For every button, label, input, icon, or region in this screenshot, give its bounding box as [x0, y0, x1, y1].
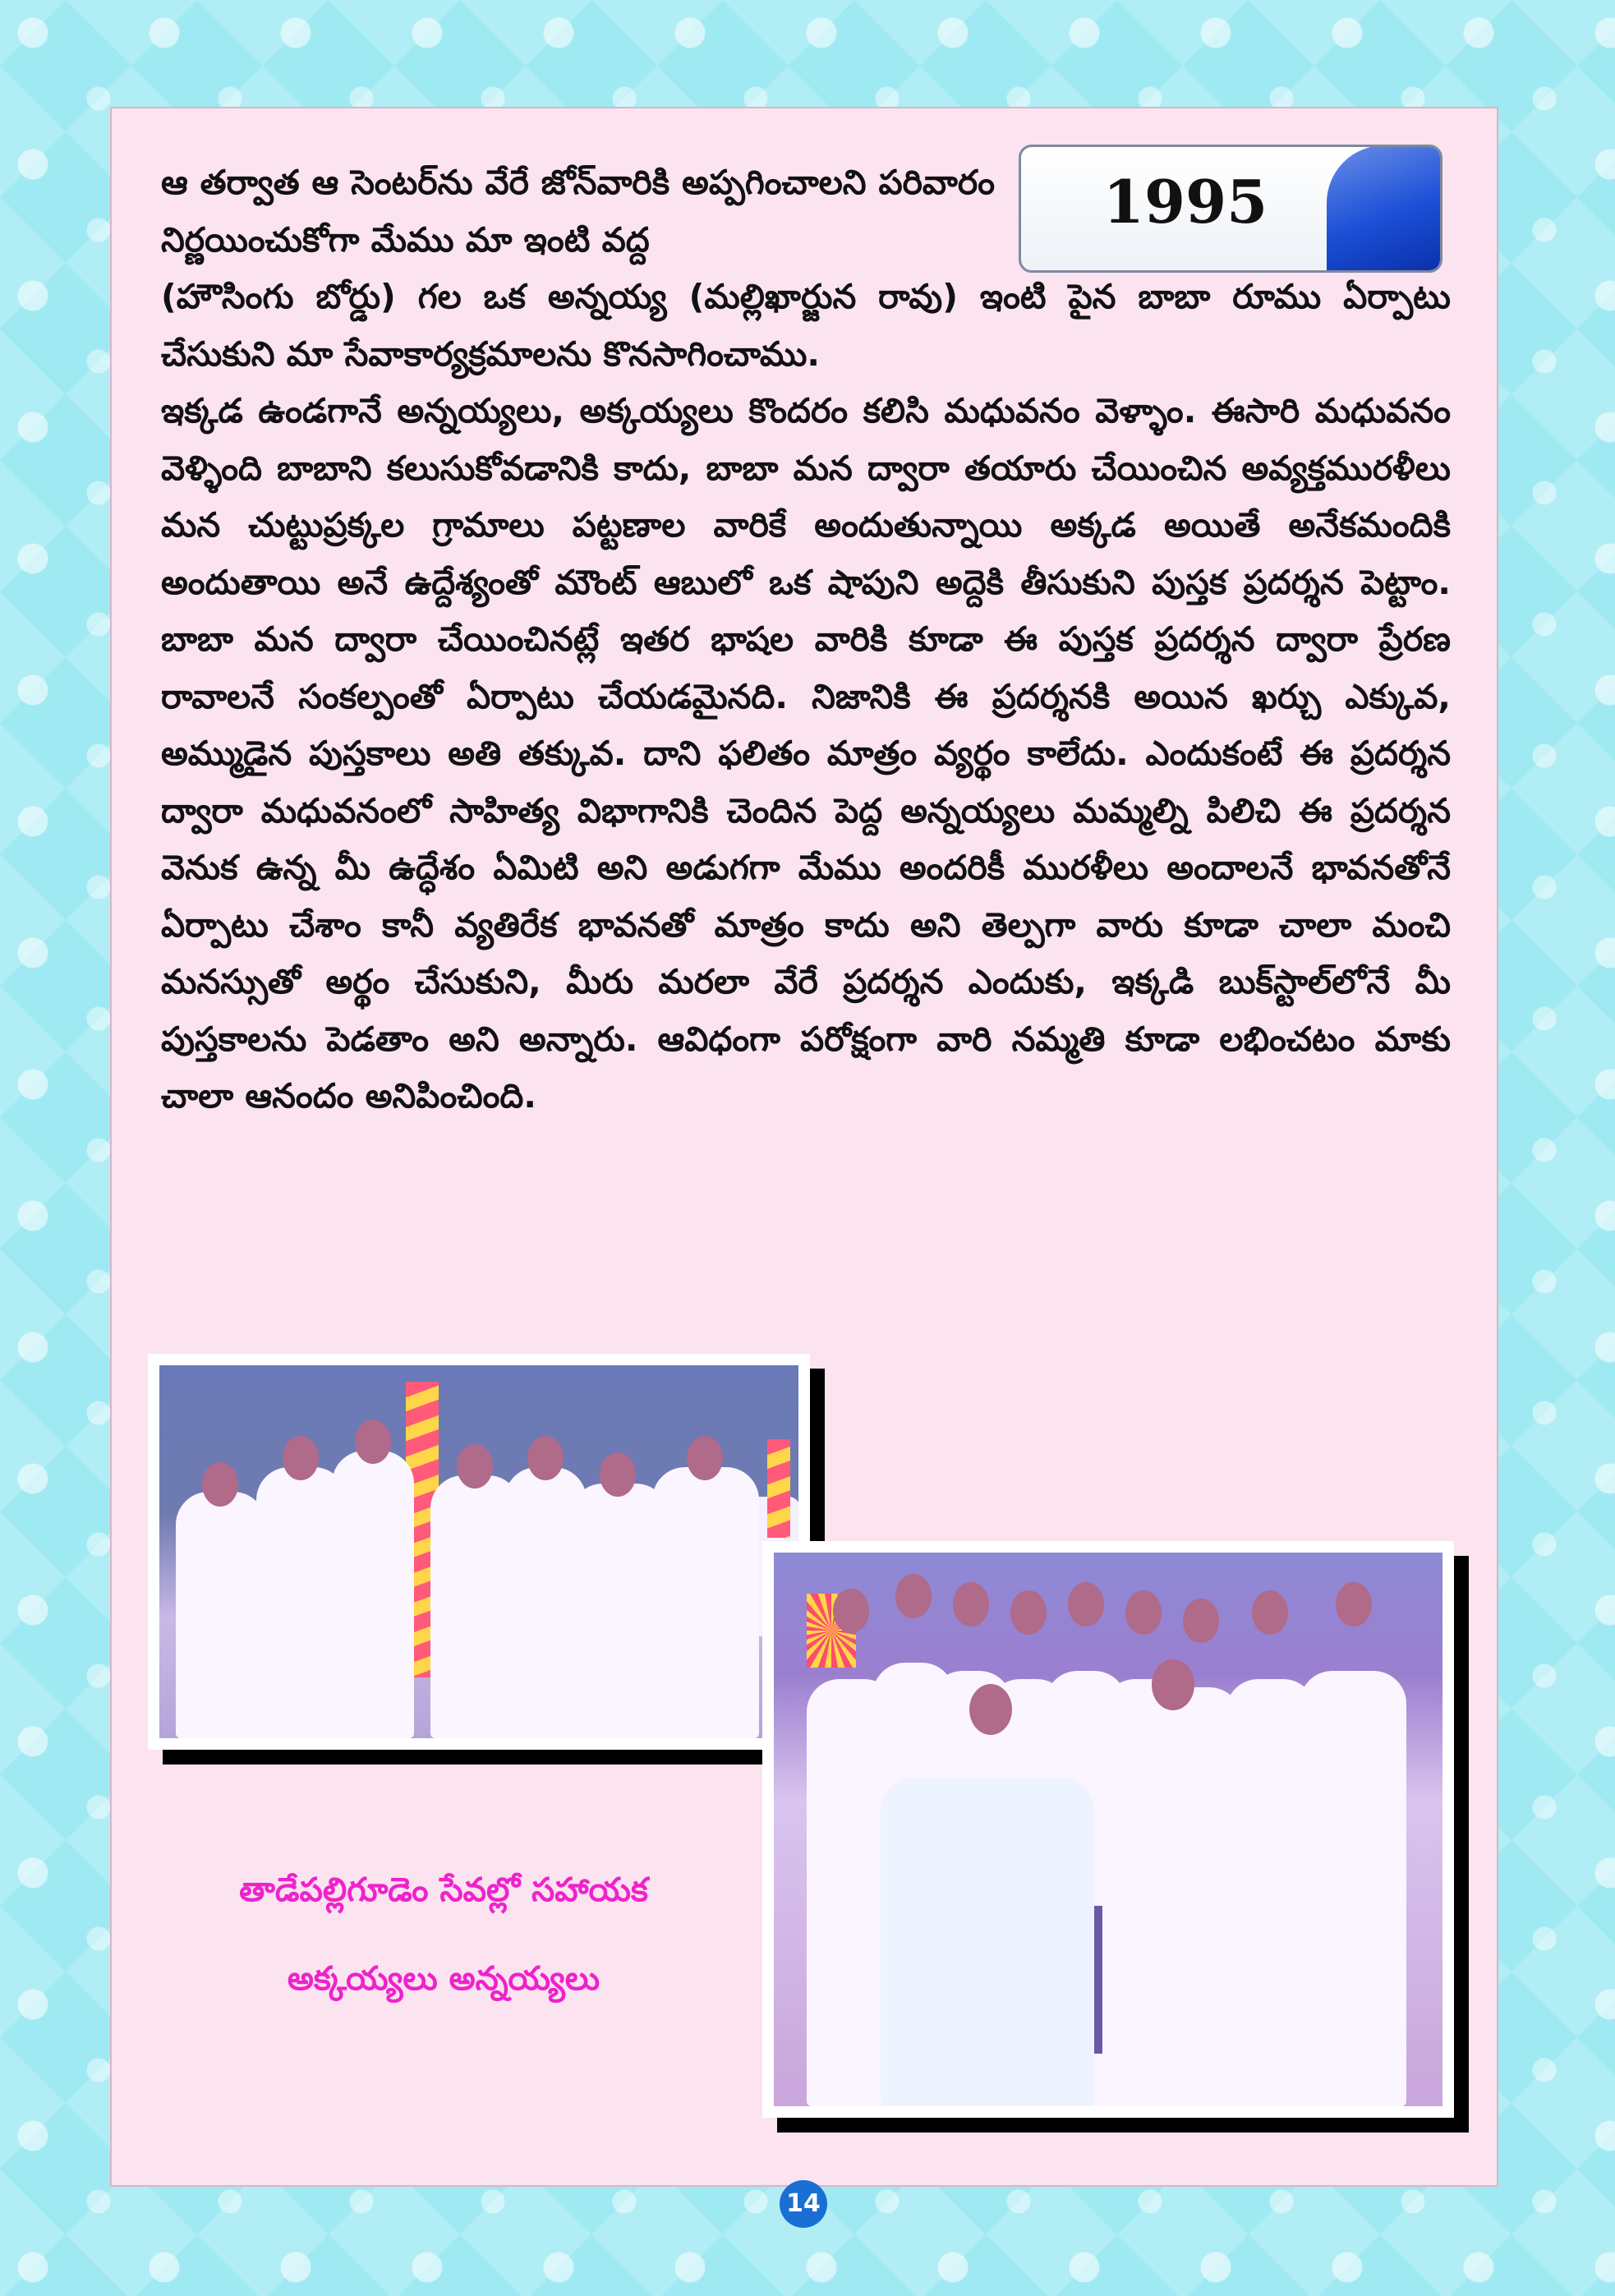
year-badge-text: 1995 [1102, 167, 1268, 237]
group-photo-brothers-image [159, 1365, 798, 1738]
group-photo-sisters-image [774, 1553, 1442, 2106]
page-number: 14 [780, 2180, 827, 2228]
paragraph-2: ఇక్కడ ఉండగానే అన్నయ్యలు, అక్కయ్యలు కొందరం కలిసి మధువనం వెళ్ళాం. ఈసారి మధువనం వెళ్ళింది బాబాని కలుసుకోవడానికి కాదు, బాబా మన ద్వారా తయారు చేయించిన అవ్యక్తమురళీలు మన చుట్టుప్రక్కల గ్రామాలు పట్టణాల వారికే అందుతున్నాయి అక్కడ అయితే అనేకమందికి అందుతాయి అనే ఉద్దేశ్యంతో మౌంట్ ఆబులో ఒక షాపుని అద్దెకి తీసుకుని పుస్తక ప్రదర్శన పెట్టాం. బాబా మన ద్వారా చేయించినట్లే ఇతర భాషల వారికి కూడా ఈ పుస్తక ప్రదర్శన ద్వారా ప్రేరణ రావాలనే సంకల్పంతో ఏర్పాటు చేయడమైనది. నిజానికి ఈ ప్రదర్శనకి అయిన ఖర్చు ఎక్కువ, అమ్ముడైన పుస్తకాలు అతి తక్కువ. దాని ఫలితం మాత్రం వ్యర్థం కాలేదు. ఎందుకంటే ఈ ప్రదర్శన ద్వారా మధువనంలో సాహిత్య విభాగానికి చెందిన పెద్ద అన్నయ్యలు మమ్మల్ని పిలిచి ఈ ప్రదర్శన వెనుక ఉన్న మీ ఉద్ధేశం ఏమిటి అని అడుగగా మేము అందరికీ మురళీలు అందాలనే భావనతోనే ఏర్పాటు చేశాం కానీ వ్యతిరేక భావనతో మాత్రం కాదు అని తెల్పగా వారు కూడా చాలా మంచి మనస్సుతో అర్థం చేసుకుని, మీరు మరలా వేరే ప్రదర్శన ఎందుకు, ఇక్కడి బుక్‌స్టాల్‌లోనే మీ పుస్తకాలను పెడతాం అని అన్నారు. ఆవిధంగా పరోక్షంగా వారి నమ్మతి కూడా లభించటం మాకు చాలా ఆనందం అనిపించింది. [161, 391, 1451, 1116]
photo-caption-line-2: అక్కయ్యలు అన్నయ్యలు [287, 1960, 600, 1998]
paragraph-1-continued: (హౌసింగు బోర్డు) గల ఒక అన్నయ్య (మల్లిఖార్జున రావు) ఇంటి పైన బాబా రూము ఏర్పాటు చేసుకుని మా సేవాకార్యక్రమాలను కొనసాగించాము. [161, 277, 1451, 374]
opening-lines: ఆ తర్వాత ఆ సెంటర్‌ను వేరే జోన్‌వారికి అప్పగించాలని పరివారం నిర్ణయించుకోగా మేము మా ఇంటి వద్ద [161, 163, 995, 260]
group-photo-brothers [148, 1354, 810, 1750]
article-body [161, 154, 1451, 1125]
photo-caption-line-1: తాడేపల్లిగూడెం సేవల్లో సహాయక [239, 1871, 648, 1909]
group-photo-sisters [762, 1541, 1454, 2118]
